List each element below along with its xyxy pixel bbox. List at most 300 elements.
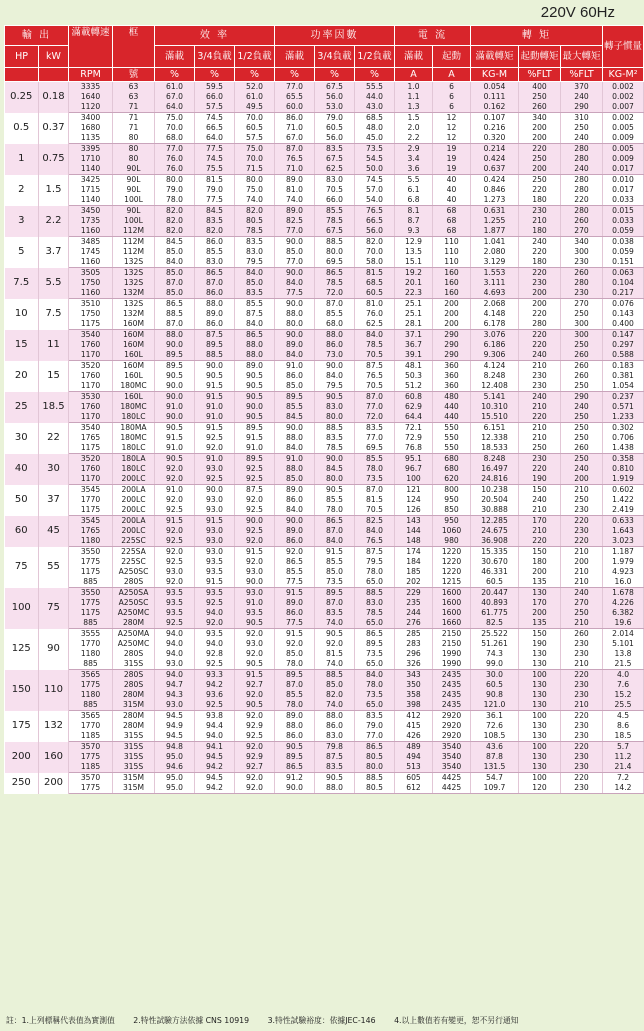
table-cell: 94.7 <box>155 680 195 690</box>
table-cell: 130 <box>519 752 561 762</box>
table-cell: 85.0 <box>315 680 355 690</box>
table-cell: 36.1 <box>471 711 519 722</box>
table-cell: 130 <box>519 680 561 690</box>
table-cell: 78.0 <box>275 700 315 711</box>
note-3: 3.特性試驗裕度：依據JEC-146 <box>267 1016 376 1025</box>
table-cell: 67.5 <box>315 82 355 93</box>
table-cell: 85.5 <box>275 402 315 412</box>
table-cell: 280 <box>561 185 603 195</box>
table-cell: 160 <box>433 268 471 279</box>
table-cell: 230 <box>561 257 603 268</box>
table-cell: 91.5 <box>195 381 235 392</box>
table-cell: 202 <box>395 577 433 588</box>
table-cell: 93.5 <box>155 588 195 599</box>
table-cell: 132S <box>113 257 155 268</box>
table-cell: 190 <box>519 474 561 485</box>
table-cell: 89.5 <box>235 454 275 465</box>
table-cell: 3555 <box>69 629 113 640</box>
table-cell: 92.0 <box>235 536 275 547</box>
table-cell: 90.5 <box>235 371 275 381</box>
table-cell: 83.5 <box>195 216 235 226</box>
table-cell: 4425 <box>433 773 471 784</box>
table-cell: 20.504 <box>471 495 519 505</box>
table-cell: 550 <box>433 423 471 434</box>
table-cell: 92.0 <box>235 629 275 640</box>
table-cell: 6.8 <box>395 195 433 206</box>
table-cell: 90.5 <box>275 742 315 753</box>
table-cell: 180 <box>519 226 561 237</box>
table-cell: 95.0 <box>155 783 195 794</box>
table-cell: 83.0 <box>195 257 235 268</box>
table-cell: 65.5 <box>275 92 315 102</box>
table-cell: 73.5 <box>355 474 395 485</box>
table-cell: 36.7 <box>395 340 433 350</box>
table-cell: 1750 <box>69 278 113 288</box>
table-cell: 90.0 <box>275 423 315 434</box>
hp-cell: 0.5 <box>5 113 39 144</box>
table-cell: 55.5 <box>355 82 395 93</box>
table-cell: 77.5 <box>275 577 315 588</box>
table-cell: 65.0 <box>355 700 395 711</box>
table-cell: 8.1 <box>395 206 433 217</box>
hp-cell: 150 <box>5 670 39 711</box>
table-cell: 19 <box>433 144 471 155</box>
table-cell: 79.5 <box>235 257 275 268</box>
table-cell: 79.0 <box>155 185 195 195</box>
table-cell: 54.7 <box>471 773 519 784</box>
table-cell: 99.0 <box>471 659 519 670</box>
table-cell: 1.1 <box>395 92 433 102</box>
hp-cell: 1 <box>5 144 39 175</box>
table-row <box>5 433 644 443</box>
table-cell: 200LA <box>113 516 155 527</box>
table-cell: A250SC <box>113 567 155 577</box>
table-row <box>5 175 644 186</box>
table-cell: 1220 <box>433 567 471 577</box>
table-cell: 1175 <box>69 505 113 516</box>
table-cell: 15.2 <box>603 690 644 700</box>
table-cell: 513 <box>395 762 433 773</box>
table-cell: 0.706 <box>603 433 644 443</box>
table-cell: 1735 <box>69 216 113 226</box>
table-cell: 124 <box>395 495 433 505</box>
table-cell: 1.3 <box>395 102 433 113</box>
table-cell: 86.0 <box>315 340 355 350</box>
table-cell: 250 <box>561 454 603 465</box>
table-cell: 40 <box>433 195 471 206</box>
table-cell: 77.0 <box>355 731 395 742</box>
table-cell: 71.0 <box>275 164 315 175</box>
table-cell: 92.0 <box>155 526 195 536</box>
table-cell: 76.5 <box>355 371 395 381</box>
table-row <box>5 82 644 93</box>
table-cell: 82.0 <box>155 226 195 237</box>
table-cell: 94.5 <box>155 731 195 742</box>
table-cell: 2435 <box>433 670 471 681</box>
table-cell: 550 <box>433 433 471 443</box>
table-cell: 77.0 <box>275 257 315 268</box>
table-cell: 90.0 <box>155 412 195 423</box>
table-cell: 64.0 <box>195 133 235 144</box>
table-cell: 132S <box>113 299 155 310</box>
table-cell: 11.2 <box>603 752 644 762</box>
table-cell: 260 <box>561 350 603 361</box>
hp-cell: 20 <box>5 361 39 392</box>
table-cell: 250 <box>561 309 603 319</box>
table-cell: 0.147 <box>603 330 644 341</box>
table-cell: 54.0 <box>355 195 395 206</box>
motor-group <box>5 175 644 206</box>
table-cell: 3520 <box>69 361 113 372</box>
header-current-full: 滿載 <box>395 46 433 68</box>
table-cell: 250 <box>561 381 603 392</box>
table-cell: 0.846 <box>471 185 519 195</box>
header-unit-pct: % <box>155 68 195 82</box>
note-4: 4.以上數值若有變更，恕不另行通知 <box>394 1016 519 1025</box>
table-cell: A250MC <box>113 608 155 618</box>
table-row <box>5 237 644 248</box>
table-cell: 73.5 <box>355 690 395 700</box>
table-cell: 6.382 <box>603 608 644 618</box>
table-cell: 132M <box>113 309 155 319</box>
table-cell: 200 <box>519 123 561 133</box>
table-cell: 1220 <box>433 547 471 558</box>
table-cell: 73.0 <box>315 350 355 361</box>
table-cell: 130 <box>519 659 561 670</box>
table-row <box>5 309 644 319</box>
header-blank-hp <box>5 68 39 82</box>
table-cell: 37.1 <box>395 330 433 341</box>
table-cell: 200LC <box>113 526 155 536</box>
table-cell: 90.0 <box>235 516 275 527</box>
table-cell: 350 <box>395 680 433 690</box>
table-cell: 84.0 <box>315 536 355 547</box>
table-cell: 60.5 <box>315 123 355 133</box>
table-cell: 8.248 <box>471 454 519 465</box>
table-cell: 85.0 <box>155 247 195 257</box>
table-cell: 300 <box>561 319 603 330</box>
table-cell: 0.424 <box>471 175 519 186</box>
kw-cell: 22 <box>39 423 69 454</box>
table-cell: 88.5 <box>355 773 395 784</box>
table-cell: 88.0 <box>315 783 355 794</box>
table-cell: 1.422 <box>603 495 644 505</box>
table-cell: 59.5 <box>195 82 235 93</box>
table-cell: 210 <box>561 567 603 577</box>
table-cell: 69.5 <box>355 443 395 454</box>
table-cell: A250MA <box>113 629 155 640</box>
table-cell: 283 <box>395 639 433 649</box>
table-cell: 81.5 <box>195 175 235 186</box>
table-cell: 200LC <box>113 495 155 505</box>
table-cell: 16.497 <box>471 464 519 474</box>
table-cell: 1215 <box>433 577 471 588</box>
table-cell: 290 <box>433 330 471 341</box>
table-row <box>5 629 644 640</box>
table-cell: 75.0 <box>235 185 275 195</box>
table-cell: 150 <box>519 629 561 640</box>
table-cell: 92.0 <box>195 618 235 629</box>
table-cell: 230 <box>561 526 603 536</box>
table-cell: 5.7 <box>603 742 644 753</box>
motor-group <box>5 82 644 113</box>
table-cell: 1745 <box>69 247 113 257</box>
table-cell: 290 <box>561 102 603 113</box>
header-frame-no: 號 <box>113 68 155 82</box>
table-cell: 79.5 <box>315 381 355 392</box>
table-cell: 250 <box>561 423 603 434</box>
table-cell: 240 <box>561 402 603 412</box>
table-cell: 180LC <box>113 464 155 474</box>
table-cell: 70.0 <box>235 154 275 164</box>
table-cell: 0.631 <box>471 206 519 217</box>
table-row <box>5 454 644 465</box>
table-cell: 86.0 <box>275 608 315 618</box>
table-cell: 65.0 <box>355 577 395 588</box>
table-cell: 89.5 <box>155 361 195 372</box>
table-cell: 0.033 <box>603 195 644 206</box>
table-cell: 79.0 <box>355 721 395 731</box>
motor-group <box>5 206 644 237</box>
table-cell: 1185 <box>69 731 113 742</box>
table-cell: 370 <box>561 82 603 93</box>
table-cell: 1775 <box>69 680 113 690</box>
table-cell: 86.5 <box>195 268 235 279</box>
table-cell: 79.8 <box>315 742 355 753</box>
table-cell: 290 <box>433 350 471 361</box>
table-cell: 86.0 <box>275 495 315 505</box>
table-cell: 244 <box>395 608 433 618</box>
table-cell: 494 <box>395 752 433 762</box>
table-row <box>5 102 644 113</box>
table-cell: 83.5 <box>315 433 355 443</box>
table-cell: 94.0 <box>195 608 235 618</box>
table-cell: 1135 <box>69 133 113 144</box>
table-cell: 1170 <box>69 350 113 361</box>
table-cell: 0.009 <box>603 154 644 164</box>
table-cell: 81.0 <box>355 299 395 310</box>
table-row <box>5 92 644 102</box>
table-cell: 130 <box>519 731 561 742</box>
table-cell: 60.5 <box>235 123 275 133</box>
table-cell: 87.0 <box>155 319 195 330</box>
table-cell: 91.0 <box>275 454 315 465</box>
table-cell: 90.0 <box>315 361 355 372</box>
table-cell: 3510 <box>69 299 113 310</box>
table-cell: 360 <box>433 371 471 381</box>
table-cell: 89.5 <box>275 670 315 681</box>
table-cell: 77.0 <box>355 402 395 412</box>
table-cell: 3530 <box>69 392 113 403</box>
table-cell: 230 <box>519 206 561 217</box>
table-cell: 90.5 <box>195 371 235 381</box>
table-cell: 85.0 <box>235 278 275 288</box>
table-cell: 81.5 <box>315 649 355 659</box>
table-cell: 78.5 <box>235 226 275 237</box>
table-cell: 86.5 <box>355 742 395 753</box>
hp-cell: 75 <box>5 547 39 588</box>
table-cell: 225SC <box>113 557 155 567</box>
table-cell: 51.261 <box>471 639 519 649</box>
table-cell: 276 <box>395 618 433 629</box>
hp-cell: 30 <box>5 423 39 454</box>
table-cell: 260 <box>519 102 561 113</box>
table-cell: 56.0 <box>315 92 355 102</box>
table-cell: 200 <box>519 164 561 175</box>
motor-group <box>5 237 644 268</box>
table-cell: 44.0 <box>355 92 395 102</box>
table-cell: 1170 <box>69 381 113 392</box>
table-cell: 110 <box>433 257 471 268</box>
table-cell: 9.306 <box>471 350 519 361</box>
table-cell: 0.059 <box>603 247 644 257</box>
table-cell: 225SA <box>113 547 155 558</box>
table-row <box>5 340 644 350</box>
table-cell: 92.5 <box>195 598 235 608</box>
table-cell: 1.0 <box>395 82 433 93</box>
table-cell: 78.5 <box>315 216 355 226</box>
table-cell: 270 <box>561 598 603 608</box>
table-cell: 89.5 <box>195 340 235 350</box>
table-cell: 84.0 <box>355 330 395 341</box>
table-cell: 83.0 <box>315 175 355 186</box>
table-cell: 230 <box>561 505 603 516</box>
table-cell: 92.0 <box>195 443 235 454</box>
table-cell: 6.186 <box>471 340 519 350</box>
table-cell: 90L <box>113 206 155 217</box>
table-cell: 83.5 <box>355 711 395 722</box>
table-cell: 850 <box>433 505 471 516</box>
table-cell: 91.0 <box>155 443 195 454</box>
table-cell: 78.0 <box>355 567 395 577</box>
kw-cell: 11 <box>39 330 69 361</box>
table-cell: 90.0 <box>315 454 355 465</box>
table-cell: 0.162 <box>471 102 519 113</box>
table-cell: 93.0 <box>195 526 235 536</box>
table-cell: 78.5 <box>315 443 355 454</box>
table-cell: 800 <box>433 485 471 496</box>
table-cell: 12 <box>433 113 471 124</box>
table-cell: 1140 <box>69 195 113 206</box>
table-cell: 94.3 <box>155 690 195 700</box>
hp-cell: 60 <box>5 516 39 547</box>
table-cell: 78.0 <box>355 464 395 474</box>
table-cell: 84.0 <box>275 350 315 361</box>
table-cell: 3550 <box>69 547 113 558</box>
table-cell: 92.5 <box>195 659 235 670</box>
table-cell: 250 <box>561 495 603 505</box>
table-row <box>5 700 644 711</box>
table-cell: 91.5 <box>195 577 235 588</box>
table-cell: 100 <box>395 474 433 485</box>
table-cell: 94.1 <box>195 742 235 753</box>
table-cell: 73.5 <box>355 649 395 659</box>
table-cell: 8.248 <box>471 371 519 381</box>
table-cell: 6 <box>433 92 471 102</box>
table-cell: 13.5 <box>395 247 433 257</box>
table-cell: 3520 <box>69 454 113 465</box>
table-cell: 180 <box>519 257 561 268</box>
table-cell: 1760 <box>69 371 113 381</box>
table-cell: 13.8 <box>603 649 644 659</box>
table-cell: 5.5 <box>395 175 433 186</box>
table-cell: 70.0 <box>355 247 395 257</box>
table-row <box>5 505 644 516</box>
table-row <box>5 773 644 784</box>
table-cell: 70.5 <box>355 505 395 516</box>
table-cell: 75.0 <box>235 144 275 155</box>
table-cell: 84.0 <box>275 278 315 288</box>
table-cell: 160L <box>113 392 155 403</box>
header-unit-flt: %FLT <box>561 68 603 82</box>
table-cell: 68 <box>433 226 471 237</box>
table-cell: 0.059 <box>603 226 644 237</box>
table-cell: 200LC <box>113 474 155 485</box>
table-cell: 96.7 <box>395 464 433 474</box>
table-cell: 90L <box>113 175 155 186</box>
table-cell: 885 <box>69 700 113 711</box>
table-cell: 92.0 <box>315 639 355 649</box>
kw-cell: 55 <box>39 547 69 588</box>
header-kw: kW <box>39 46 69 68</box>
table-cell: 89.0 <box>275 598 315 608</box>
table-cell: 88.0 <box>235 340 275 350</box>
table-row <box>5 216 644 226</box>
table-cell: 1220 <box>433 557 471 567</box>
table-row <box>5 485 644 496</box>
kw-cell: 3.7 <box>39 237 69 268</box>
table-cell: 190 <box>519 639 561 649</box>
table-cell: 1600 <box>433 608 471 618</box>
header-hp: HP <box>5 46 39 68</box>
table-cell: 19.2 <box>395 268 433 279</box>
table-cell: 93.0 <box>195 495 235 505</box>
table-row <box>5 195 644 206</box>
table-cell: 56.0 <box>355 226 395 237</box>
table-cell: 78.5 <box>315 278 355 288</box>
table-cell: 0.054 <box>471 82 519 93</box>
table-cell: 88.0 <box>315 711 355 722</box>
table-cell: 0.009 <box>603 133 644 144</box>
table-cell: 1760 <box>69 340 113 350</box>
table-cell: 21.4 <box>603 762 644 773</box>
table-cell: 81.5 <box>355 495 395 505</box>
table-cell: 180MC <box>113 433 155 443</box>
hp-cell: 3 <box>5 206 39 237</box>
header-eff-12: 1/2負載 <box>235 46 275 68</box>
table-cell: 315S <box>113 762 155 773</box>
table-cell: 80.0 <box>315 412 355 423</box>
table-cell: 86.5 <box>235 330 275 341</box>
table-cell: 240 <box>519 350 561 361</box>
table-row <box>5 206 644 217</box>
table-cell: 3395 <box>69 144 113 155</box>
table-cell: 2.2 <box>395 133 433 144</box>
table-row <box>5 474 644 485</box>
table-cell: 144 <box>395 526 433 536</box>
table-cell: 83.0 <box>315 731 355 742</box>
table-cell: 210 <box>561 577 603 588</box>
table-cell: 270 <box>561 299 603 310</box>
table-cell: 0.381 <box>603 371 644 381</box>
table-cell: 1770 <box>69 495 113 505</box>
table-cell: 0.358 <box>603 454 644 465</box>
table-cell: 87.0 <box>275 144 315 155</box>
kw-cell: 18.5 <box>39 392 69 423</box>
table-cell: 280 <box>561 206 603 217</box>
table-cell: 426 <box>395 731 433 742</box>
table-cell: 86.0 <box>195 319 235 330</box>
